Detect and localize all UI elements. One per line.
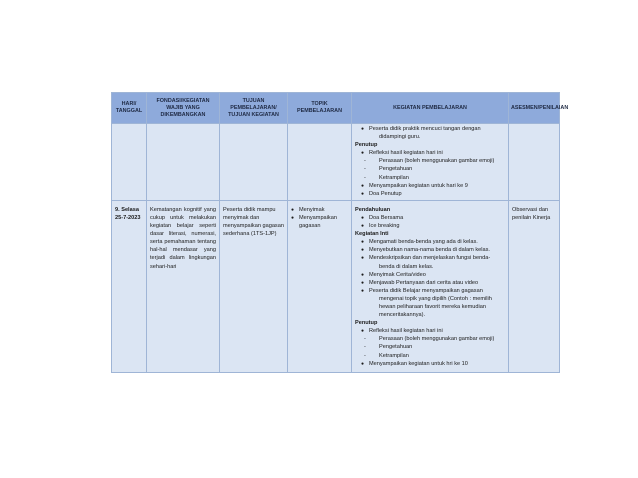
activity-line: hewan peliharaan favorit mereka kemudian — [379, 303, 486, 310]
foundation-cell: Kematangan kognitif yang cukup untuk melakukan kegiatan belajar seperti dasar literasi, numerasi, serta pemahaman tentang hal-hal mendasar yang terjadi dalam lingkungan sehari-hari — [147, 200, 220, 372]
activity-section-heading: Penutup — [355, 142, 378, 149]
activity-line: ● Menyampaikan kegiatan untuk hri ke 10 — [355, 360, 505, 368]
activity-line: ● Menjawab Pertanyaan dari cerita atau video — [355, 279, 505, 287]
table-row — [112, 200, 560, 372]
topic-cell — [288, 200, 352, 372]
header-row — [112, 93, 560, 124]
activity-line: ● Peserta didik Belajar menyampaikan gagasan — [355, 287, 505, 295]
header-day: HARI/ TANGGAL — [112, 93, 147, 124]
day-cell — [112, 200, 147, 372]
table-row — [112, 124, 560, 201]
activity-line: ● Mengamati benda-benda yang ada di kelas. — [355, 238, 505, 246]
header-assessment: ASESMEN/PENILAIAN — [509, 93, 560, 124]
goal-cell — [220, 124, 288, 201]
activity-line: ● Mendeskripsikan dan menjelaskan fungsi benda- — [355, 254, 505, 262]
activity-line: - Pengetahuan — [355, 165, 505, 173]
activity-line: mengenai topik yang dipilih (Contoh : memilih — [379, 295, 492, 302]
activity-line: - Ketrampilan — [355, 174, 505, 182]
activity-line: - Perasaan (boleh menggunakan gambar emoji) — [355, 335, 505, 343]
topic-item: ● Menyimak — [291, 206, 348, 214]
goal-cell: Peserta didik mampu menyimak dan menyampaikan gagasan sederhana (1TS-1JP) — [220, 200, 288, 372]
assessment-cell — [509, 124, 560, 201]
activity-section-heading: Kegiatan Inti — [355, 231, 389, 238]
activities-cell — [352, 124, 509, 201]
activities-cell — [352, 200, 509, 372]
activity-line: ● Refleksi hasil kegiatan hari ini — [355, 327, 505, 335]
activity-line: ● Menyampaikan kegiatan untuk hari ke 9 — [355, 182, 505, 190]
activity-line: ● Doa Penutup — [355, 190, 505, 198]
activity-line: ● Ice breaking — [355, 222, 505, 230]
activity-section-heading: Pendahuluan — [355, 206, 391, 213]
activity-line: ● Menyimak Cerita/video — [355, 271, 505, 279]
topic-cell — [288, 124, 352, 201]
activity-line: - Perasaan (boleh menggunakan gambar emoji) — [355, 157, 505, 165]
date-label: 25-7-2023 — [115, 214, 141, 221]
activity-line: ● Peserta didik praktik mencuci tangan dengan — [355, 125, 505, 133]
header-activities: KEGIATAN PEMBELAJARAN — [352, 93, 509, 124]
header-goal: TUJUAN PEMBELAJARAN/ TUJUAN KEGIATAN — [220, 93, 288, 124]
foundation-cell — [147, 124, 220, 201]
topic-item: ● Menyampaikan gagasan — [291, 214, 348, 230]
activity-line: benda di dalam kelas. — [379, 263, 434, 270]
day-label: 9. Selasa — [115, 206, 139, 213]
assessment-cell: Observasi dan penilain Kinerja — [509, 200, 560, 372]
activity-line: ● Doa Bersama — [355, 214, 505, 222]
activity-section-heading: Penutup — [355, 320, 378, 327]
activity-line: - Ketrampilan — [355, 352, 505, 360]
header-foundation: FONDASI/KEGIATAN WAJIB YANG DIKEMBANGKAN — [147, 93, 220, 124]
activity-line: ● Menyebutkan nama-nama benda di dalam kelas. — [355, 246, 505, 254]
activity-line: ● Refleksi hasil kegiatan hari ini — [355, 149, 505, 157]
activity-line: didampingi guru. — [379, 134, 421, 141]
activity-line: - Pengetahuan — [355, 343, 505, 351]
lesson-plan-table — [111, 92, 569, 373]
day-cell — [112, 124, 147, 201]
activity-line: menceritakannya). — [379, 312, 426, 319]
header-topic: TOPIK PEMBELAJARAN — [288, 93, 352, 124]
